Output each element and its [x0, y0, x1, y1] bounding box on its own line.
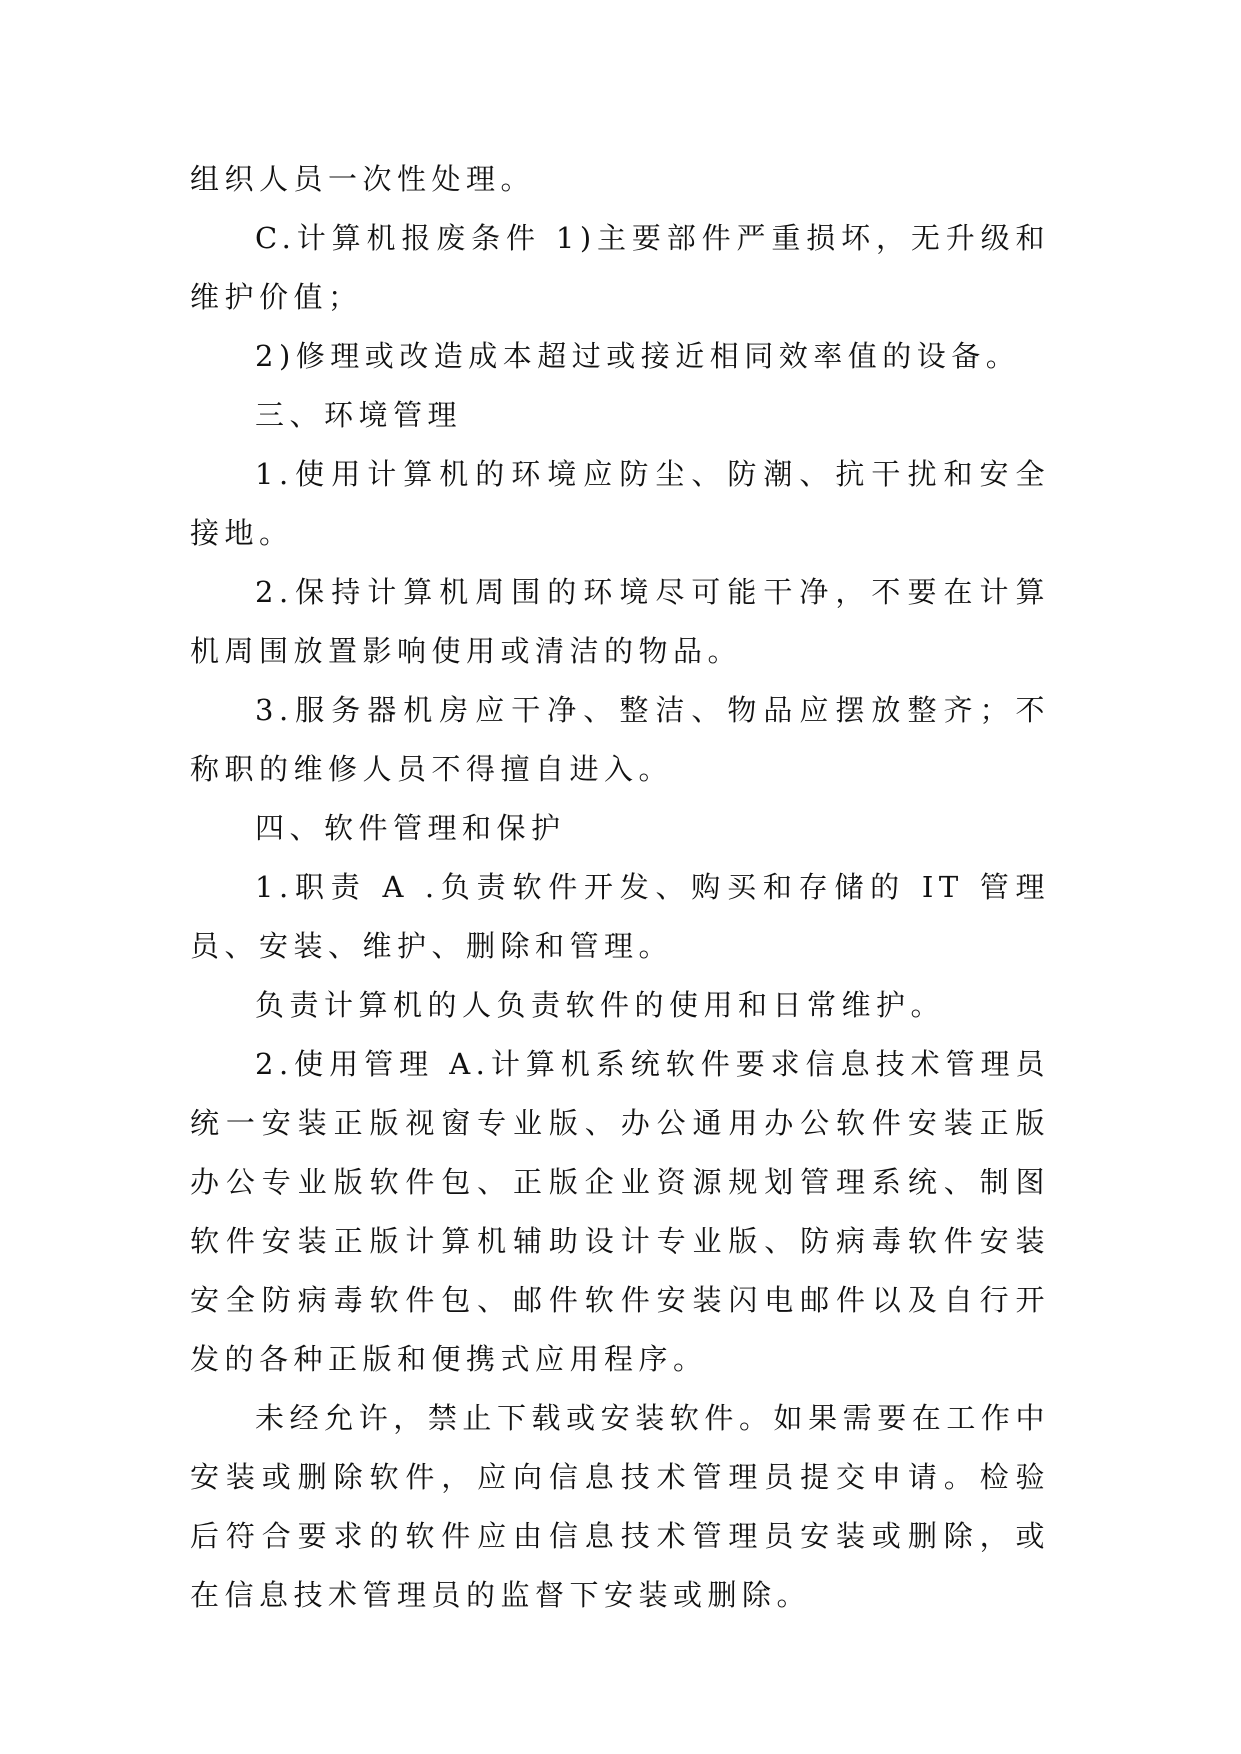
document-body [190, 150, 1050, 1625]
paragraph-9: 1.职责 A .负责软件开发、购买和存储的 IT 管理员、安装、维护、删除和管理。 [190, 870, 1050, 963]
paragraph-7: 3.服务器机房应干净、整洁、物品应摆放整齐；不称职的维修人员不得擅自进入。 [190, 693, 1050, 786]
paragraph-1: 组织人员一次性处理。 [190, 162, 536, 196]
paragraph-6: 2.保持计算机周围的环境尽可能干净，不要在计算机周围放置影响使用或清洁的物品。 [190, 575, 1050, 668]
paragraph-10: 负责计算机的人负责软件的使用和日常维护。 [255, 988, 946, 1022]
paragraph-3: 2)修理或改造成本超过或接近相同效率值的设备。 [255, 339, 1021, 373]
paragraph-2: C.计算机报废条件 1)主要部件严重损坏，无升级和维护价值； [190, 221, 1050, 314]
section-heading-environment: 三、环境管理 [255, 398, 463, 432]
section-heading-software: 四、软件管理和保护 [255, 811, 566, 845]
paragraph-5: 1.使用计算机的环境应防尘、防潮、抗干扰和安全接地。 [190, 457, 1050, 550]
paragraph-11: 2.使用管理 A.计算机系统软件要求信息技术管理员统一安装正版视窗专业版、办公通用办公软件安装正版办公专业版软件包、正版企业资源规划管理系统、制图软件安装正版计算机辅助设计专业版、防病毒软件安装安全防病毒软件包、邮件软件安装闪电邮件以及自行开发的各种正版和便携式应用程序。 [190, 1047, 1050, 1376]
paragraph-12: 未经允许，禁止下载或安装软件。如果需要在工作中安装或删除软件，应向信息技术管理员提交申请。检验后符合要求的软件应由信息技术管理员安装或删除，或在信息技术管理员的监督下安装或删除。 [190, 1401, 1050, 1612]
